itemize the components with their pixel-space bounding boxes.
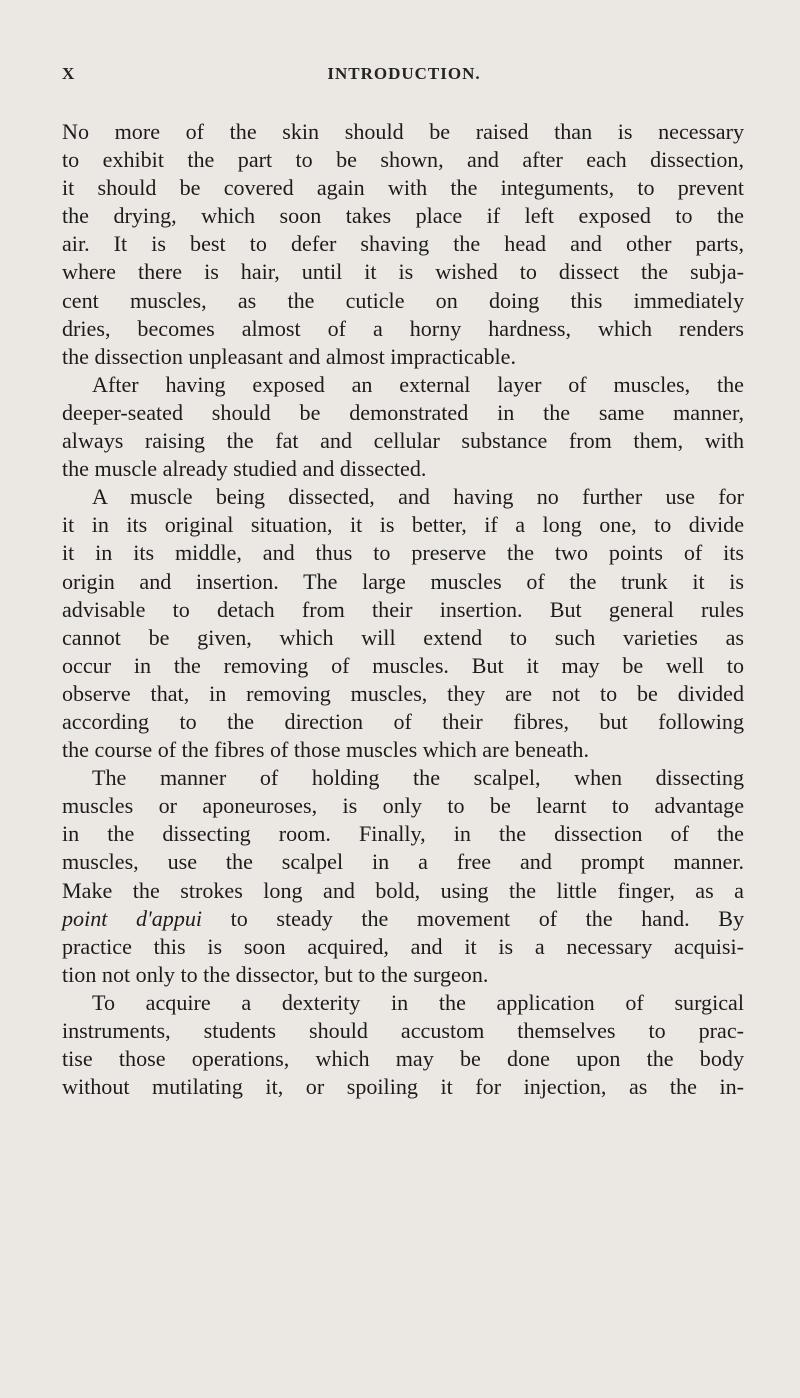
text-line: where there is hair, until it is wished to dissect the subja-: [62, 259, 744, 285]
page-header: [62, 64, 726, 88]
text-line: it in its middle, and thus to preserve the two points of its: [62, 540, 744, 566]
text-line: it in its original situation, it is better, if a long one, to divide: [62, 512, 744, 538]
paragraph: [62, 764, 744, 989]
text-line: in the dissecting room. Finally, in the dissection of the: [62, 821, 744, 847]
text-line: the course of the fibres of those muscles which are beneath.: [62, 737, 589, 763]
text-line: practice this is soon acquired, and it is a necessary acquisi-: [62, 933, 744, 959]
text-line: No more of the skin should be raised than is necessary: [62, 119, 744, 144]
paragraph: [62, 371, 744, 483]
text-line: A muscle being dissected, and having no further use for: [92, 484, 744, 510]
paragraph: [62, 483, 744, 764]
text-line: advisable to detach from their insertion. But general rules: [62, 596, 744, 622]
text-line: the dissection unpleasant and almost impracticable.: [62, 343, 517, 369]
text-line: according to the direction of their fibres, but following: [62, 708, 744, 734]
text-line: Make the strokes long and bold, using the little finger, as a: [62, 877, 744, 903]
text-line: point d'appui to steady the movement of the hand. By: [62, 905, 745, 931]
text-line: it should be covered again with the integuments, to prevent: [62, 175, 744, 201]
text-line: muscles, use the scalpel in a free and prompt manner.: [62, 849, 744, 875]
text-line: observe that, in removing muscles, they are not to be divided: [62, 680, 744, 706]
text-line: air. It is best to defer shaving the head and other parts,: [62, 231, 744, 257]
text-line: always raising the fat and cellular substance from them, with: [62, 428, 744, 454]
text-line: tise those operations, which may be done upon the body: [62, 1046, 744, 1072]
text-line: to exhibit the part to be shown, and after each dissection,: [62, 147, 744, 173]
text-line: the drying, which soon takes place if left exposed to the: [62, 203, 744, 229]
text-line: After having exposed an external layer of muscles, the: [92, 371, 744, 397]
text-line: the muscle already studied and dissected.: [62, 456, 427, 482]
text-line: instruments, students should accustom themselves to prac-: [62, 1018, 744, 1043]
text-line: cannot be given, which will extend to such varieties as: [62, 624, 744, 650]
text-line: without mutilating it, or spoiling it for injection, as the in-: [62, 1074, 744, 1100]
text-line: deeper-seated should be demonstrated in the same manner,: [62, 399, 744, 425]
paragraph: [62, 989, 744, 1101]
text-line: origin and insertion. The large muscles of the trunk it is: [62, 568, 744, 594]
paragraph: [62, 118, 744, 371]
text-line: muscles or aponeuroses, is only to be learnt to advantage: [62, 793, 744, 819]
text-line: cent muscles, as the cuticle on doing this immediately: [62, 287, 744, 313]
running-head: INTRODUCTION.: [327, 64, 481, 83]
text-line: The manner of holding the scalpel, when dissecting: [92, 765, 744, 791]
text-line: occur in the removing of muscles. But it may be well to: [62, 652, 744, 678]
italic-phrase: point d'appui: [62, 905, 203, 931]
text-line: tion not only to the dissector, but to the surgeon.: [62, 961, 489, 987]
text-line: dries, becomes almost of a horny hardness, which renders: [62, 315, 744, 341]
page-number: X: [62, 64, 76, 83]
body-text: [62, 118, 744, 1101]
text-line: To acquire a dexterity in the application of surgical: [92, 989, 744, 1015]
